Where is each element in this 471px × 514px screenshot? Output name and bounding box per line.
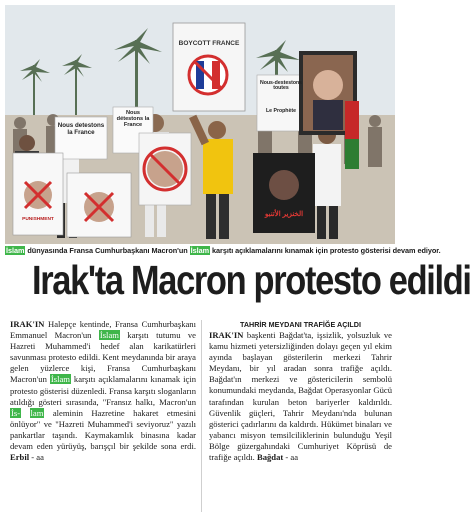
lead-word: IRAK'IN	[10, 319, 45, 329]
caption-highlight-islam-2: İslam	[190, 246, 210, 255]
highlight-islam: İs-	[11, 407, 21, 418]
sign-arabic-placard: الخنزير الأتنبو	[264, 211, 304, 218]
highlight-islam: İslam	[50, 374, 70, 385]
article-headline: Irak'ta Macron protesto edildi	[32, 257, 471, 303]
article-body-left	[10, 319, 196, 463]
sign-punishment: PUNISHMENT	[22, 217, 54, 222]
body-text: aleminin Hazretine hakaret etmesini önlüyor" ve "Hazreti Muhammed'i seviyoruz" yazılı pankartlar taşındı. Kaymakamlık binasına kadar devam eden yürüyüş, barışçıl bir şekilde sona erdi.	[10, 407, 196, 452]
sign-nous-destestons-toutes: Nous-destestons toutes	[259, 80, 303, 92]
body-text: karşıtı tutumu ve Hazreti Muhammed'i hedef alan karikatürleri savunması protesto edildi. Kent meydanında bir araya gelen yüzlerce kişi, Fransa Cumhurbaşkanı Macron'un	[10, 330, 196, 385]
highlight-islam: lam	[30, 407, 44, 418]
sign-boycott-france: BOYCOTT FRANCE	[178, 40, 240, 47]
dateline-byline: Erbil	[10, 452, 30, 463]
body-text: başkenti Bağdat'ta, işsizlik, yolsuzluk ve kamu hizmeti yetersizliğinden dolayı geçen yıl ekim ayında başlayan gösterilerin merkezi Tahrir Meydanı, bir yıl aradan sonra trafiğe açıldı. Bağdat'ın merkezi ve göstericilerin sembolü konumundaki meydanda, Bağdat Operasyonlar Gücü tarafından kurulan beton bariyerler kaldırıldı. Güvenlik güçleri, Tahrir Meydanı'nda bulunan gösterici çadırlarını da kaldırdı. Hükümet binaları ve yabancı misyon temsilciliklerinin bulunduğu Yeşil Bölge güzergahındaki Cumhuriyet Köprüsü de trafiğe açıldı.	[209, 330, 392, 463]
caption-text-1: dünyasında Fransa Cumhurbaşkanı Macron'un	[25, 246, 190, 255]
subhead-tahrir: TAHRİR MEYDANI TRAFİĞE AÇILDI	[240, 320, 361, 329]
news-photo	[5, 5, 395, 244]
photo-caption	[5, 246, 441, 255]
agency-credit: - aa	[29, 452, 44, 463]
body-text: Halepçe kentinde, Fransa Cumhurbaşkanı Emmanuel Macron'un	[10, 319, 196, 341]
column-divider	[201, 320, 202, 512]
sign-nous-detestons-center: Nous détestons la France	[116, 110, 150, 128]
caption-highlight-islam-1: İslam	[6, 246, 25, 255]
lead-word: IRAK'IN	[209, 330, 244, 340]
body-text: karşıtı açıklamalarını kınamak için protesto gösterisi düzenledi. Fransa karşıtı sloganların atıldığı gösteri sırasında, "Fransız halkı, Macron'un	[10, 374, 196, 407]
sign-nous-detestons: Nous detestons la France	[57, 122, 105, 136]
caption-text-2: karşıtı açıklamalarını kınamak için protesto gösterisi devam ediyor.	[210, 246, 441, 255]
dateline-byline: Bağdat	[256, 452, 284, 463]
sign-le-prophete: Le Prophète	[266, 108, 296, 114]
highlight-islam: İslam	[99, 330, 119, 341]
agency-credit: - aa	[283, 452, 299, 463]
article-body-right	[209, 319, 392, 463]
